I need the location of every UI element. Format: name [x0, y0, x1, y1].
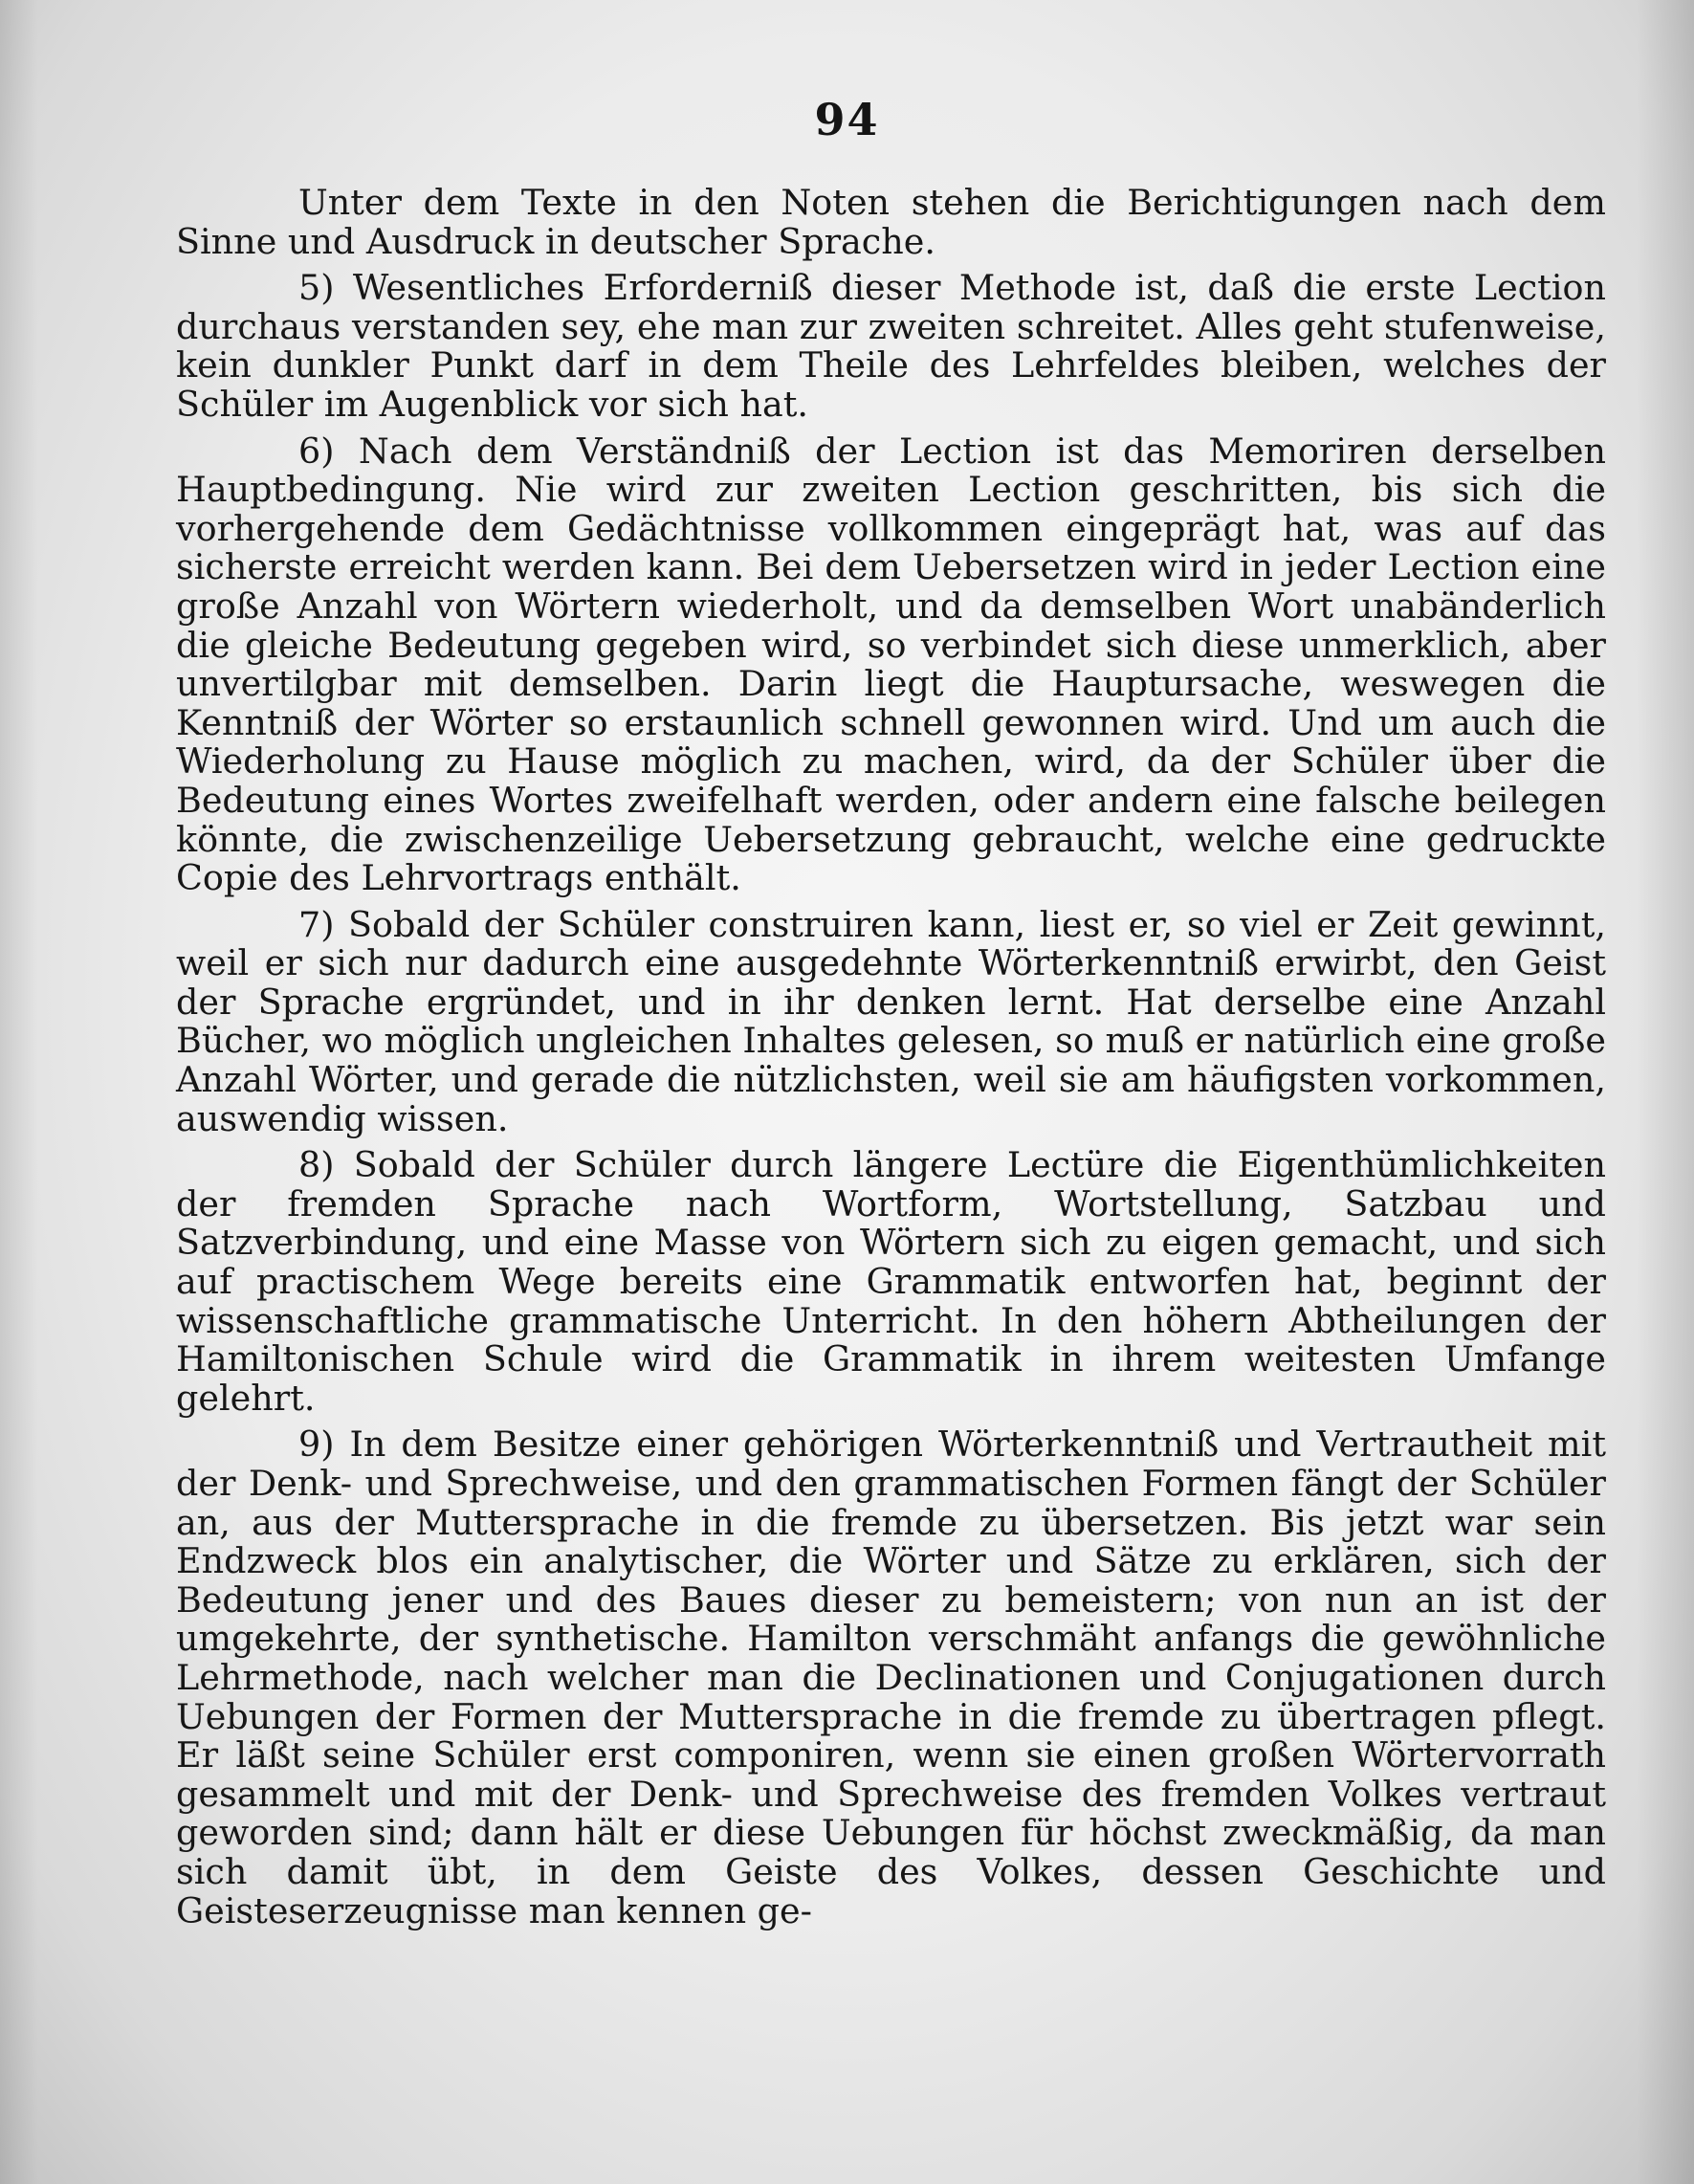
paragraph-continuation: Unter dem Texte in den Noten stehen die Berichtigungen nach dem Sinne und Ausdruck in deutscher Sprache. — [176, 182, 1606, 262]
paragraph-point-8: 8) Sobald der Schüler durch längere Lectüre die Eigenthümlichkeiten der fremden Sprache nach Wortform, Wortstellung, Satzbau und Satzverbindung, und eine Masse von Wörtern sich zu eigen gemacht, und sich auf practischem Wege bereits eine Grammatik entworfen hat, beginnt der wissenschaftliche grammatische Unterricht. In den höhern Abtheilungen der Hamiltonischen Schule wird die Grammatik in ihrem weitesten Umfange gelehrt. — [176, 1144, 1606, 1419]
body-text — [176, 184, 1606, 1938]
page-edge-shadow-right — [1637, 0, 1694, 2184]
paragraph-point-6: 6) Nach dem Verständniß der Lection ist das Memoriren derselben Hauptbedingung. Nie wird zur zweiten Lection geschritten, bis sich die vorhergehende dem Gedächtnisse vollkommen eingeprägt hat, was auf das sicherste erreicht werden kann. Bei dem Uebersetzen wird in jeder Lection eine große Anzahl von Wörtern wiederholt, und da demselben Wort unabänderlich die gleiche Bedeutung gegeben wird, so verbindet sich diese unmerklich, aber unvertilgbar mit demselben. Darin liegt die Hauptursache, weswegen die Kenntniß der Wörter so erstaunlich schnell gewonnen wird. Und um auch die Wiederholung zu Hause möglich zu machen, wird, da der Schüler über die Bedeutung eines Wortes zweifelhaft werden, oder andern eine falsche beilegen könnte, die zwischenzeilige Uebersetzung gebraucht, welche eine gedruckte Copie des Lehrvortrags enthält. — [176, 430, 1606, 899]
paragraph-point-9: 9) In dem Besitze einer gehörigen Wörterkenntniß und Vertrautheit mit der Denk- und Sprechweise, und den grammatischen Formen fängt der Schüler an, aus der Muttersprache in die fremde zu übersetzen. Bis jetzt war sein Endzweck blos ein analytischer, die Wörter und Sätze zu erklären, sich der Bedeutung jener und des Baues dieser zu bemeistern; von nun an ist der umgekehrte, der synthetische. Hamilton verschmäht anfangs die gewöhnliche Lehrmethode, nach welcher man die Declinationen und Conjugationen durch Uebungen der Formen der Muttersprache in die fremde zu übertragen pflegt. Er läßt seine Schüler erst componiren, wenn sie einen großen Wörtervorrath gesammelt und mit der Denk- und Sprechweise des fremden Volkes vertraut geworden sind; dann hält er diese Uebungen für höchst zweckmäßig, da man sich damit übt, in dem Geiste des Volkes, dessen Geschichte und Geisteserzeugnisse man kennen ge- — [176, 1423, 1606, 1931]
page-number: 94 — [814, 94, 880, 145]
paragraph-point-5: 5) Wesentliches Erforderniß dieser Methode ist, daß die erste Lection durchaus verstanden sey, ehe man zur zweiten schreitet. Alles geht stufenweise, kein dunkler Punkt darf in dem Theile des Lehrfeldes bleiben, welches der Schüler im Augenblick vor sich hat. — [176, 267, 1606, 425]
paragraph-point-7: 7) Sobald der Schüler construiren kann, liest er, so viel er Zeit gewinnt, weil er sich nur dadurch eine ausgedehnte Wörterkenntniß erwirbt, den Geist der Sprache ergründet, und in ihr denken lernt. Hat derselbe eine Anzahl Bücher, wo möglich ungleichen Inhaltes gelesen, so muß er natürlich eine große Anzahl Wörter, und gerade die nützlichsten, weil sie am häufigsten vorkommen, auswendig wissen. — [176, 903, 1606, 1139]
page-edge-shadow-left — [0, 0, 38, 2184]
